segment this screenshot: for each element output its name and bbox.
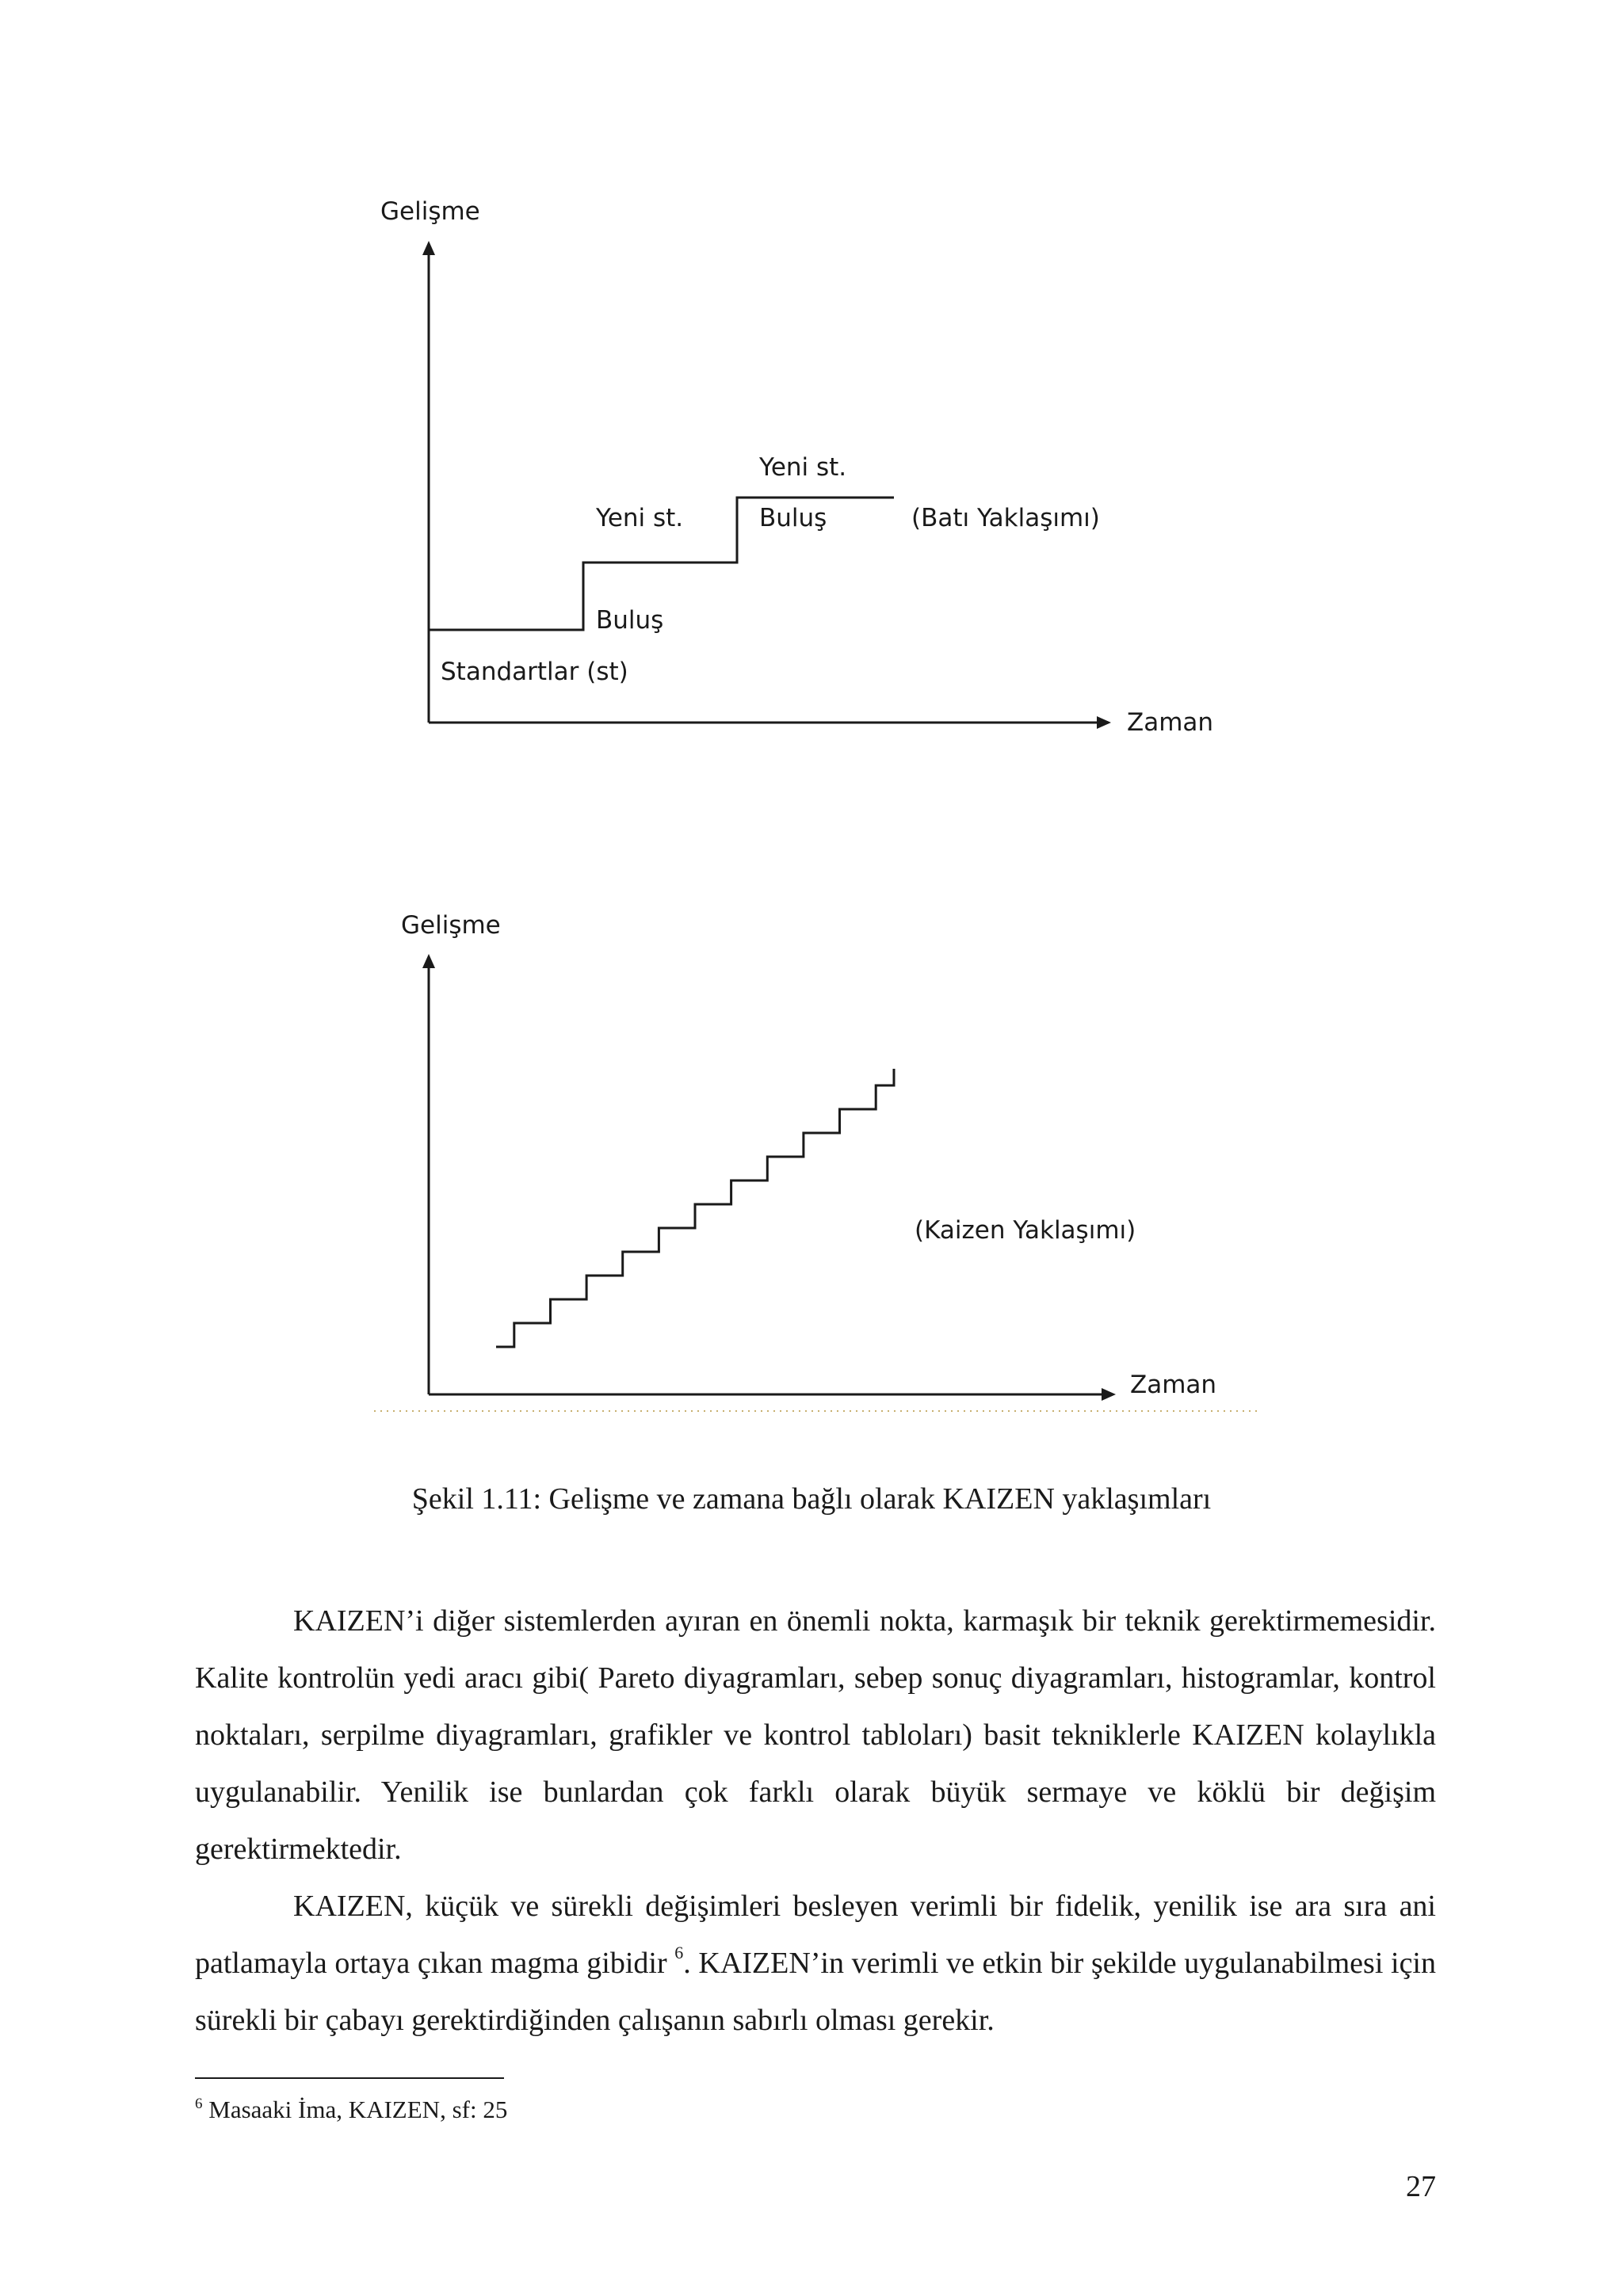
paragraph-2	[195, 1878, 1436, 2049]
bottom-y-axis-arrow	[422, 954, 435, 968]
footnote-text: Masaaki İma, KAIZEN, sf: 25	[208, 2096, 508, 2123]
label-invention-1: Buluş	[596, 606, 664, 635]
top-y-axis-arrow	[422, 241, 435, 255]
bottom-x-axis-label: Zaman	[1130, 1371, 1217, 1399]
label-new-standard-2: Yeni st.	[759, 453, 847, 482]
paragraph-2-text-end: . KAIZEN’in verimli ve etkin bir şekilde uygulanabilmesi için sürekli bir çabayı gerektirdiğinden çalışanın sabırlı olması gerekir.	[195, 1947, 1436, 2037]
top-x-axis-arrow	[1097, 716, 1111, 729]
kaizen-step-line	[496, 1069, 894, 1347]
bottom-y-axis-label: Gelişme	[401, 911, 501, 940]
western-approach-chart	[422, 241, 1111, 729]
page-number: 27	[1406, 2170, 1436, 2203]
footnote-divider	[195, 2077, 504, 2079]
label-new-standard-1: Yeni st.	[596, 504, 684, 532]
label-western-approach: (Batı Yaklaşımı)	[911, 504, 1100, 532]
paragraph-1: KAIZEN’i diğer sistemlerden ayıran en önemli nokta, karmaşık bir teknik gerektirmemesidir. Kalite kontrolün yedi aracı gibi( Pareto diyagramları, sebep sonuç diyagramları, histogramlar, kontrol noktaları, serpilme diyagramları, grafikler ve kontrol tabloları) basit tekniklerle KAIZEN kolaylıkla uygulanabilir. Yenilik ise bunlardan çok farklı olarak büyük sermaye ve köklü bir değişim gerektirmektedir.	[195, 1604, 1436, 1866]
top-x-axis-label: Zaman	[1127, 708, 1214, 737]
kaizen-approach-chart	[422, 954, 1116, 1401]
footnote	[195, 2088, 507, 2126]
label-kaizen-approach: (Kaizen Yaklaşımı)	[915, 1216, 1136, 1245]
footnote-number: 6	[195, 2096, 203, 2112]
body-text	[195, 1592, 1436, 2049]
figure-caption: Şekil 1.11: Gelişme ve zamana bağlı olarak KAIZEN yaklaşımları	[411, 1482, 1212, 1516]
paragraph-2-text-start: KAIZEN, küçük ve sürekli değişimleri besleyen verimli bir fidelik, yenilik ise ara sıra ani patlamayla ortaya çıkan magma gibidir	[195, 1890, 1436, 1980]
label-invention-2: Buluş	[759, 504, 827, 532]
footnote-reference[interactable]: 6	[674, 1943, 684, 1962]
label-standards: Standartlar (st)	[441, 658, 628, 686]
top-y-axis-label: Gelişme	[380, 197, 480, 226]
bottom-x-axis-arrow	[1102, 1388, 1116, 1401]
